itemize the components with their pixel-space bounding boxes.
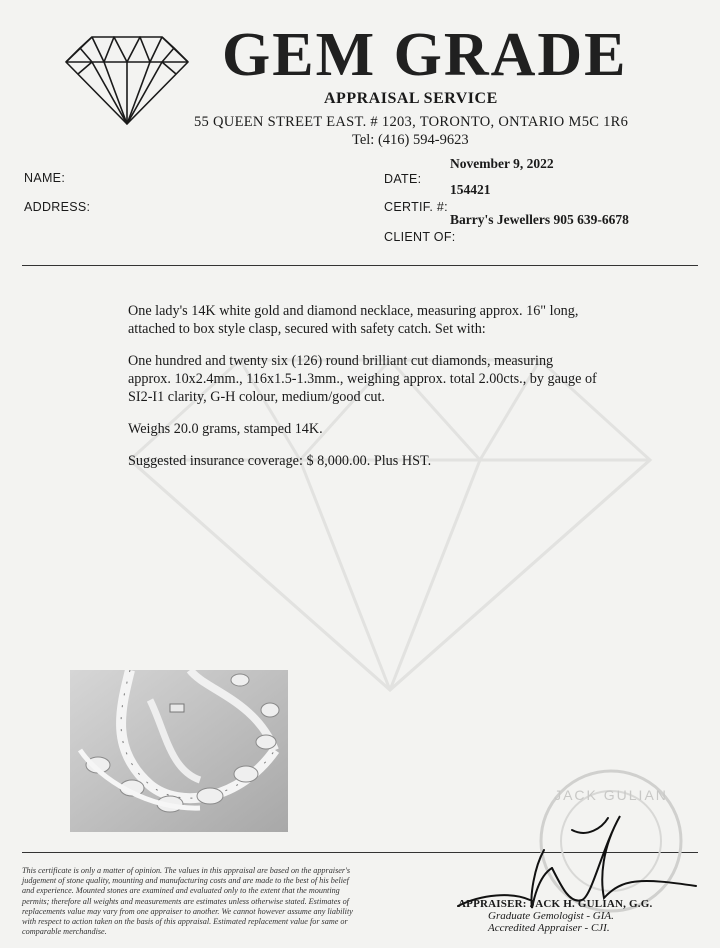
appraiser-credential: Accredited Appraiser - CJI.	[488, 922, 610, 934]
brand-subtitle: APPRAISAL SERVICE	[324, 90, 498, 107]
date-value: November 9, 2022	[450, 156, 554, 171]
description-paragraph: Suggested insurance coverage: $ 8,000.00. Plus HST.	[128, 453, 432, 469]
appraiser-block	[458, 898, 698, 934]
diamond-logo-icon	[64, 34, 190, 126]
client-label: CLIENT OF:	[384, 230, 456, 244]
client-value: Barry's Jewellers 905 639-6678	[450, 212, 629, 227]
item-description	[128, 302, 598, 484]
appraiser-credential: Graduate Gemologist - GIA.	[488, 910, 614, 922]
company-phone: Tel: (416) 594-9623	[352, 132, 469, 148]
brand-title: GEM GRADE	[222, 21, 628, 89]
seal-text: JACK GULIAN	[554, 787, 668, 803]
appraiser-name: APPRAISER: JACK H. GULIAN, G.G.	[458, 898, 653, 910]
header-divider	[22, 265, 698, 266]
certif-value: 154421	[450, 182, 491, 197]
name-label: NAME:	[24, 171, 66, 185]
company-address: 55 QUEEN STREET EAST. # 1203, TORONTO, ONTARIO M5C 1R6	[194, 114, 629, 130]
certif-label: CERTIF. #:	[384, 200, 448, 214]
necklace-photo	[70, 670, 288, 832]
necklace-image	[70, 670, 288, 832]
date-label: DATE:	[384, 172, 422, 186]
disclaimer-text: This certificate is only a matter of opinion. The values in this appraisal are based on the appraiser's judgement of stone quality, mounting and manufacturing costs and are made to the best of his belief and experience. Mounted stones are examined and evaluated only to the extent that the mounting permits; therefore all weights and measurements are estimates unless otherwise stated. Estimates of replacements value may vary from one appraiser to another. We cannot however assume any liability with respect to action taken on the basis of this appraisal. Estimated replacement value for same or comparable merchandise.	[22, 866, 353, 937]
description-paragraph: One hundred and twenty six (126) round brilliant cut diamonds, measuring approx. 10x2.4mm., 116x1.5-1.3mm., weighing approx. total 2.00cts., by gauge of SI2-I1 clarity, G-H colour, medium/good cut.	[128, 353, 597, 405]
address-label: ADDRESS:	[24, 200, 91, 214]
description-paragraph: One lady's 14K white gold and diamond necklace, measuring approx. 16" long, attached to box style clasp, secured with safety catch. Set with:	[128, 303, 579, 337]
description-paragraph: Weighs 20.0 grams, stamped 14K.	[128, 421, 323, 437]
